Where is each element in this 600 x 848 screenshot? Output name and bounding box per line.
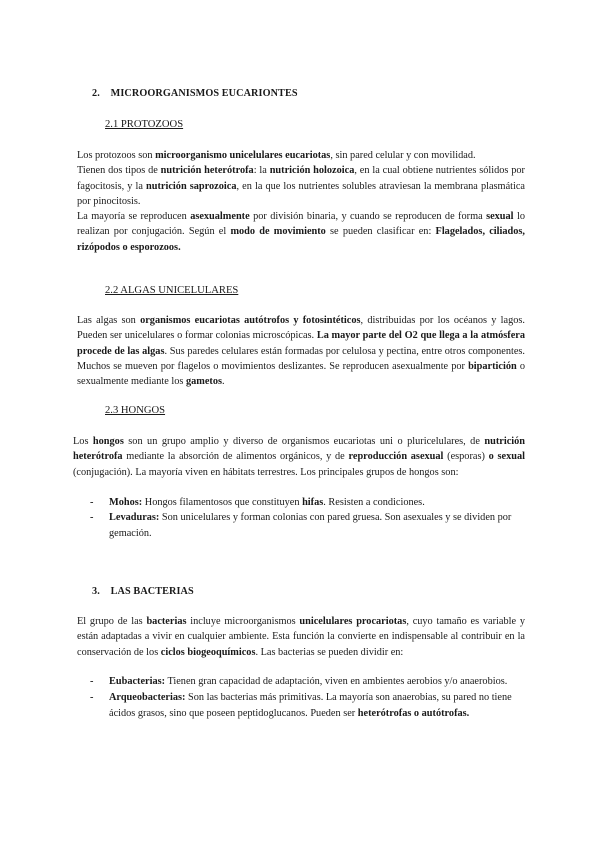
bold-text: unicelulares procariotas [299, 616, 407, 627]
list-item [90, 674, 526, 689]
text: Hongos filamentosos que constituyen [142, 497, 303, 508]
text: Son unicelulares y forman colonias con pared gruesa. Son asexuales y se dividen por gemación. [109, 512, 512, 539]
text: Tienen dos tipos de [77, 165, 161, 177]
bold-text: hifas [302, 497, 324, 508]
list-item [90, 510, 526, 541]
subheading-hongos: 2.3 HONGOS [105, 405, 166, 416]
bold-text: hongos [92, 436, 124, 447]
paragraph [73, 434, 525, 480]
subheading-algas: 2.2 ALGAS UNICELULARES [105, 285, 239, 296]
protozoos-text [73, 148, 525, 255]
bold-text: sexual [486, 211, 514, 223]
section-2-title: MICROORGANISMOS EUCARIONTES [110, 88, 298, 99]
section-2-number: 2. [92, 88, 100, 99]
bold-text: Eubacterias: [109, 676, 166, 687]
text: Los protozoos son [77, 150, 156, 161]
bold-text: heterótrofas o autótrofas. [357, 707, 470, 719]
text: . Las bacterias se pueden dividir en: [255, 646, 404, 658]
text: , en la que los nutrientes solubles atraviesan la membrana plasmática por pinocitosis. [77, 180, 525, 207]
text: o sexualmente mediante los [77, 360, 525, 388]
text: . Sus paredes celulares están formadas por celulosa y pectina, entre otros componentes. Muchos se mueven por flagelos o movimientos deslizantes. Se reproducen asexualmente por [77, 345, 525, 372]
text: Las algas son [77, 315, 141, 326]
bold-text: gametos [185, 376, 222, 388]
bold-text: nutrición holozoica [269, 165, 355, 177]
text: incluye microorganismos [186, 616, 300, 627]
text: . [221, 376, 225, 388]
text: , distribuidas por los océanos y lagos. Pueden ser unicelulares o formar colonias microscópicas. [77, 315, 525, 342]
bold-text: Flagelados, ciliados, rizópodos o esporozoos. [77, 226, 525, 253]
bold-text: ciclos biogeoquímicos [160, 646, 256, 658]
subheading-protozoos: 2.1 PROTOZOOS [105, 119, 184, 130]
bold-text: reproducción asexual [348, 451, 444, 463]
algas-text [73, 313, 525, 389]
bold-text: Levaduras: [109, 512, 160, 524]
section-2-heading [92, 88, 298, 99]
hongos-list [90, 495, 526, 541]
text: La mayoría se reproducen [77, 211, 191, 223]
bold-text: organismos eucariotas autótrofos y fotosintéticos [140, 315, 361, 326]
paragraph [73, 313, 525, 389]
bold-text: Mohos: [109, 497, 143, 508]
bacterias-text [73, 614, 525, 660]
text: lo realizan por conjugación. Según el [77, 211, 525, 238]
section-3-heading [92, 586, 194, 597]
bold-text: modo de movimiento [230, 226, 326, 238]
text: se pueden clasificar en: [325, 226, 436, 238]
bold-text: bipartición [468, 360, 517, 372]
hongos-text [73, 434, 525, 480]
text: El grupo de las [77, 616, 147, 627]
bold-text: microorganismo unicelulares eucariotas [155, 150, 331, 161]
bold-text: asexualmente [190, 211, 250, 223]
list-item [90, 690, 526, 721]
text: son un grupo amplio y diverso de organismos eucariotas uni o pluricelulares, de [123, 436, 485, 447]
text: Los [73, 436, 93, 447]
text: por división binaria, y cuando se reproducen de forma [249, 211, 487, 223]
list-item [90, 495, 526, 510]
bold-text: nutrición heterótrofa [73, 436, 525, 463]
text: mediante la absorción de alimentos orgánicos, y de [122, 451, 349, 463]
paragraph [73, 209, 525, 255]
text: . Resisten a condiciones. [323, 497, 425, 508]
bold-text: o sexual [488, 451, 525, 463]
bacterias-list [90, 674, 526, 721]
text: (esporas) [443, 451, 489, 463]
bold-text: bacterias [146, 616, 187, 627]
paragraph [73, 148, 525, 163]
bold-text: La mayor parte del O2 que llega a la atmósfera procede de las algas [77, 330, 525, 357]
paragraph [73, 163, 525, 209]
bold-text: nutrición saprozoica [146, 180, 237, 192]
section-3-title: LAS BACTERIAS [110, 586, 194, 597]
text: Son las bacterias más primitivas. La mayoría son anaerobias, su pared no tiene ácidos grasos, sino que poseen peptidoglucanos. Pueden ser [109, 692, 512, 719]
section-3-number: 3. [92, 586, 100, 597]
text: : la [253, 165, 270, 177]
bold-text: Arqueobacterias: [109, 692, 186, 704]
bold-text: nutrición heterótrofa [160, 165, 254, 177]
paragraph [73, 614, 525, 660]
text: (conjugación). La mayoría viven en hábitats terrestres. Los principales grupos de hongos son: [73, 466, 459, 478]
text: , cuyo tamaño es variable y están adaptadas a vivir en cualquier ambiente. Esta función la convierte en indispensable al contribuir en la conservación de los [77, 616, 525, 658]
text: , sin pared celular y con movilidad. [330, 150, 476, 161]
text: , en la cual obtiene nutrientes sólidos por fagocitosis, y la [77, 165, 525, 192]
text: Tienen gran capacidad de adaptación, viven en ambientes aerobios y/o anaerobios. [165, 676, 508, 687]
